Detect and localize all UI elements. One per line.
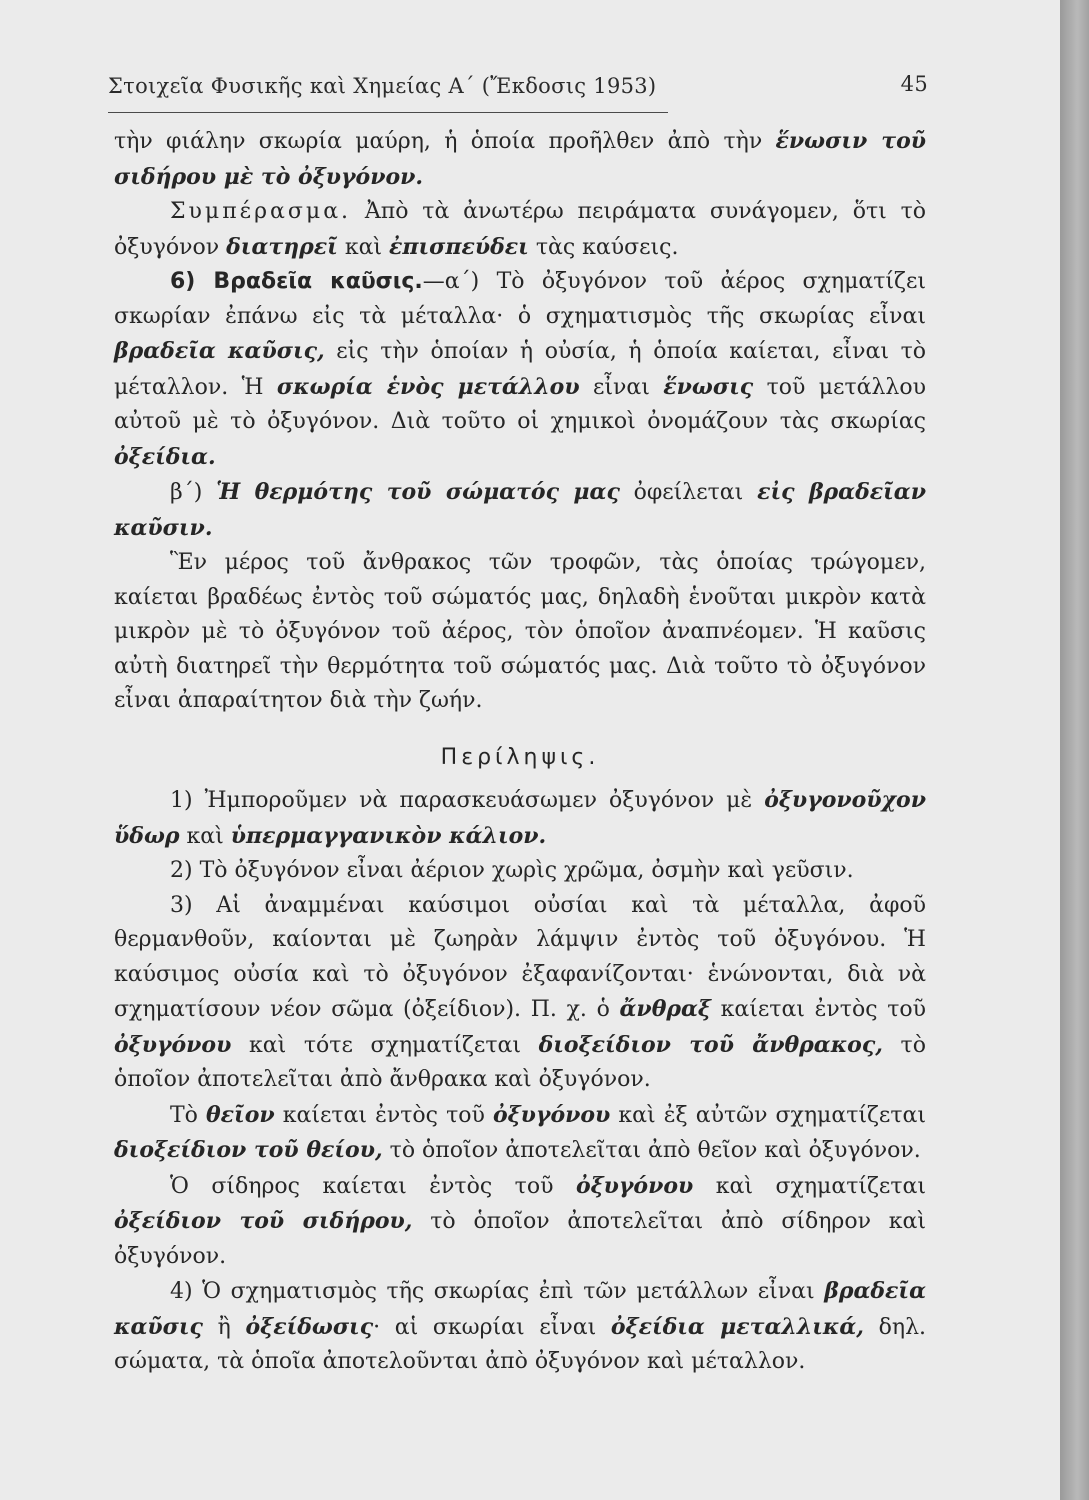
emphasis: ὀξείδιον τοῦ σιδήρου, <box>114 1208 413 1234</box>
section-heading: 6) Βραδεῖα καῦσις. <box>170 269 423 294</box>
summary-item-4 <box>114 1274 926 1380</box>
emphasis: ἄνθραξ <box>619 996 711 1022</box>
paragraph-1 <box>114 124 926 195</box>
emphasis: ὑπερμαγγανικὸν κάλιον. <box>230 822 547 849</box>
text-run: β΄) <box>170 480 217 505</box>
text-run: εἶναι <box>579 374 664 400</box>
summary-item-3 <box>114 889 926 1098</box>
emphasis: ἕνωσιν τοῦ σιδήρου μὲ τὸ ὀξυγόνον. <box>114 128 927 190</box>
emphasis: βραδεῖα καῦσις <box>114 1278 926 1340</box>
spaced-label: Συμπέρασμα. <box>170 199 352 224</box>
text-run: τὴν φιάλην σκωρία μαύρη, ἡ ὁποία προῆλθεν ἀπὸ τὴν <box>114 129 776 154</box>
summary-item-3-sulfur <box>114 1098 926 1169</box>
text-run: τὸ ὁποῖον ἀποτελεῖται ἀπὸ θεῖον καὶ ὀξυγόνον. <box>382 1138 921 1163</box>
text-run: ὀφείλεται <box>619 480 758 505</box>
emphasis: ὀξυγόνου <box>492 1101 611 1128</box>
text-run: τὸ ὁποῖον ἀποτελεῖται ἀπὸ σίδηρον καὶ ὀξυγόνον. <box>114 1209 926 1269</box>
emphasis: θεῖον <box>206 1101 275 1128</box>
text-run: Τὸ <box>170 1102 206 1128</box>
text-run: · αἱ σκωρίαι εἶναι <box>373 1314 611 1340</box>
emphasis: ὀξυγόνου <box>575 1172 694 1199</box>
text-run: εἰς τὴν ὁποίαν ἡ οὐσία, ἡ ὁποία καίεται, εἶναι τὸ μέταλλον. Ἡ <box>114 339 926 400</box>
text-run: δηλ. σώματα, τὰ ὁποῖα ἀποτελοῦνται ἀπὸ ὀξυγόνον καὶ μέταλλον. <box>114 1314 926 1374</box>
text-run: καὶ ἐξ αὐτῶν σχηματίζεται <box>610 1102 926 1128</box>
text-run: 4) Ὁ σχηματισμὸς τῆς σκωρίας ἐπὶ τῶν μετάλλων εἶναι <box>170 1279 825 1304</box>
emphasis: ὀξείδια μεταλλικά, <box>610 1313 864 1340</box>
emphasis: ὀξυγονοῦχον ὕδωρ <box>114 787 926 849</box>
text-run: καὶ <box>337 234 390 260</box>
text-run: Ὁ σίδηρος καίεται ἐντὸς τοῦ <box>170 1173 576 1199</box>
text-run: —α΄) Τὸ ὀξυγόνον τοῦ ἀέρος σχηματίζει σκωρίαν ἐπάνω εἰς τὰ μέταλλα· ὁ σχηματισμὸς τῆς σκωρίας εἶναι <box>114 269 926 329</box>
text-run: καίεται ἐντὸς τοῦ <box>274 1102 493 1128</box>
text-run: καὶ σχηματίζεται <box>693 1173 926 1199</box>
paragraph-body-heat <box>114 475 926 546</box>
running-header <box>108 72 928 108</box>
summary-item-1 <box>114 783 926 854</box>
text-run: Ἀπὸ τὰ ἀνωτέρω πειράματα συνάγομεν, ὅτι τὸ ὀξυγόνον <box>114 199 926 260</box>
emphasis: ἐπισπεύδει <box>389 233 529 260</box>
text-run: τὸ ὁποῖον ἀποτελεῖται ἀπὸ ἄνθρακα καὶ ὀξυγόνον. <box>114 1032 926 1092</box>
text-run: τὰς καύσεις. <box>528 234 679 260</box>
page-edge <box>1060 0 1089 1500</box>
emphasis: διατηρεῖ <box>226 233 338 260</box>
text-run: καίεται ἐντὸς τοῦ <box>710 997 926 1022</box>
summary-title: Περίληψις. <box>440 744 600 770</box>
text-run: ἢ <box>202 1314 246 1340</box>
running-title: Στοιχεῖα Φυσικῆς καὶ Χημείας Α΄ (Ἔκδοσις 1953) <box>108 74 657 98</box>
text-run: 3) Αἱ ἀναμμέναι καύσιμοι οὐσίαι καὶ τὰ μέταλλα, ἀφοῦ θερμανθοῦν, καίονται μὲ ζωηρὰν λάμψιν ἐντὸς τοῦ ὀξυγόνου. Ἡ καύσιμος οὐσία καὶ τὸ ὀξυγόνον ἐξαφανίζονται· ἑνώνονται, διὰ νὰ σχηματίσουν νέον σῶμα (ὀξείδιον). Π. χ. ὁ <box>114 892 926 1022</box>
emphasis: ὀξυγόνου <box>114 1031 232 1058</box>
emphasis: διοξείδιον τοῦ ἄνθρακος, <box>538 1031 883 1058</box>
summary-item-3-iron <box>114 1169 926 1275</box>
paragraph-conclusion <box>114 195 926 265</box>
page-number: 45 <box>900 72 928 96</box>
emphasis: βραδεῖα καῦσις, <box>114 338 325 364</box>
summary-item-2: 2) Τὸ ὀξυγόνον εἶναι ἀέριον χωρὶς χρῶμα, ὀσμὴν καὶ γεῦσιν. <box>170 858 854 883</box>
emphasis: εἰς βραδεῖαν καῦσιν. <box>114 479 926 541</box>
paragraph-food-carbon: Ἓν μέρος τοῦ ἄνθρακος τῶν τροφῶν, τὰς ὁποίας τρώγομεν, καίεται βραδέως ἐντὸς τοῦ σώματός μας, δηλαδὴ ἑνοῦται μικρὸν κατὰ μικρὸν μὲ τὸ ὀξυγόνον τοῦ ἀέρος, τὸν ὁποῖον ἀναπνέομεν. Ἡ καῦσις αὐτὴ διατηρεῖ τὴν θερμότητα τοῦ σώματός μας. Διὰ τοῦτο τὸ ὀξυγόνον εἶναι ἀπαραίτητον διὰ τὴν ζωήν. <box>114 550 926 713</box>
emphasis: ὀξείδωσις <box>245 1313 374 1340</box>
page-text <box>114 124 926 1380</box>
paragraph-slow-combustion <box>114 265 926 475</box>
emphasis: Ἡ θερμότης τοῦ σώματός μας <box>216 479 620 505</box>
emphasis: διοξείδιον τοῦ θείου, <box>114 1137 383 1163</box>
emphasis: σκωρία ἑνὸς μετάλλου <box>276 373 580 400</box>
emphasis: ἕνωσις <box>663 373 754 400</box>
text-run: 1) Ἠμποροῦμεν νὰ παρασκευάσωμεν ὀξυγόνον μὲ <box>170 788 765 813</box>
text-run: τοῦ μετάλλου αὐτοῦ μὲ τὸ ὀξυγόνον. Διὰ τοῦτο οἱ χημικοὶ ὀνομάζουν τὰς σκωρίας <box>114 374 926 434</box>
text-run: καὶ τότε σχηματίζεται <box>231 1032 539 1058</box>
header-rule <box>108 112 668 113</box>
text-run: καὶ <box>179 823 231 849</box>
emphasis: ὀξείδια. <box>114 443 216 470</box>
